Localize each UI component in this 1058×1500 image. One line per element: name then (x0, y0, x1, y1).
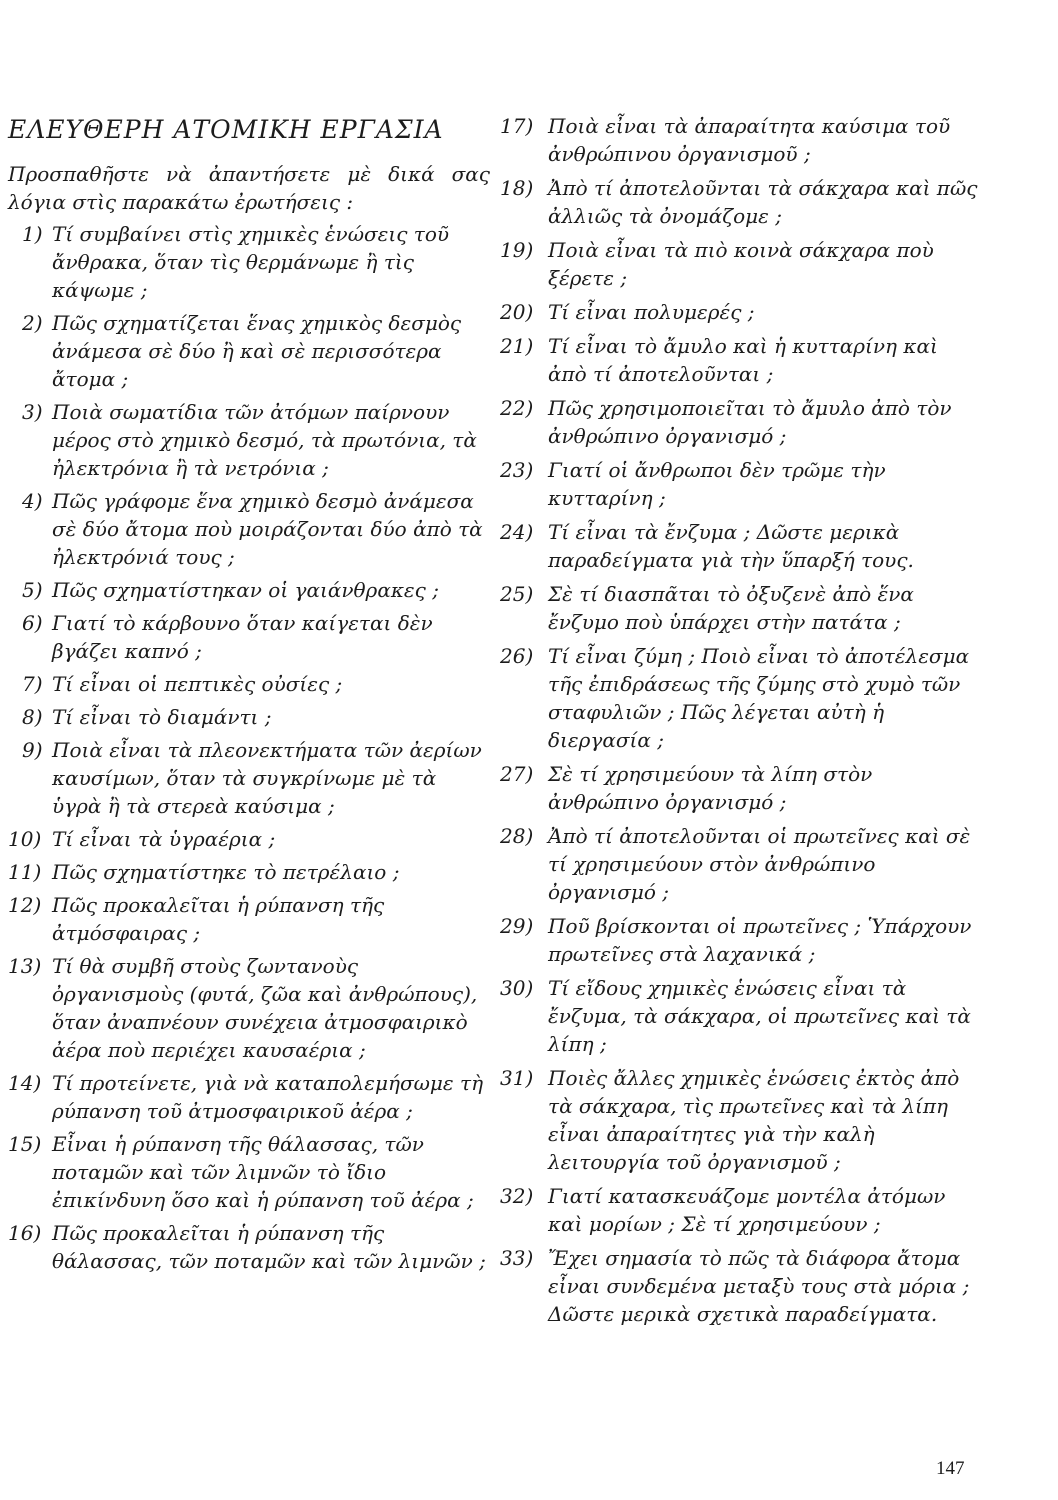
question-text: Γιατί τὸ κάρβουνο ὅταν καίγεται δὲν βγάζει καπνό ; (52, 611, 433, 663)
question-text: Τί εἶναι τὰ ὑγραέρια ; (52, 827, 276, 851)
question-text: Ἀπὸ τί ἀποτελοῦνται τὰ σάκχαρα καὶ πῶς ἀλλιῶς τὰ ὀνομάζομε ; (548, 176, 978, 228)
question-item (500, 1064, 978, 1176)
question-item (8, 858, 490, 886)
page-number: 147 (936, 1458, 965, 1479)
question-text: Τί εἶναι τὸ διαμάντι ; (52, 705, 272, 729)
question-item (8, 220, 490, 304)
question-text: Πῶς προκαλεῖται ἡ ρύπανση τῆς θάλασσας, τῶν ποταμῶν καὶ τῶν λιμνῶν ; (52, 1221, 486, 1273)
question-text: Τί εἶναι τὰ ἔνζυμα ; Δῶστε μερικὰ παραδείγματα γιὰ τὴν ὕπαρξή τους. (548, 520, 914, 572)
question-number: 12) (8, 893, 42, 917)
question-number: 1) (22, 222, 43, 246)
right-column (500, 112, 978, 1334)
question-text: Ἔχει σημασία τὸ πῶς τὰ διάφορα ἄτομα εἶναι συνδεμένα μεταξὺ τους στὰ μόρια ; Δῶστε μερικὰ σχετικὰ παραδείγματα. (548, 1246, 970, 1326)
question-number: 17) (500, 114, 534, 138)
question-number: 30) (500, 976, 534, 1000)
question-item (8, 670, 490, 698)
question-item (500, 912, 978, 968)
question-text: Ποῦ βρίσκονται οἱ πρωτεῖνες ; Ὑπάρχουν πρωτεῖνες στὰ λαχανικά ; (548, 914, 972, 966)
question-item (8, 825, 490, 853)
question-text: Πῶς σχηματίζεται ἕνας χημικὸς δεσμὸς ἀνάμεσα σὲ δύο ἢ καὶ σὲ περισσότερα ἄτομα ; (52, 311, 462, 391)
question-text: Εἶναι ἡ ρύπανση τῆς θάλασσας, τῶν ποταμῶν καὶ τῶν λιμνῶν τὸ ἴδιο ἐπικίνδυνη ὅσο καὶ ἡ ρύπανση τοῦ ἀέρα ; (52, 1132, 474, 1212)
question-item (8, 703, 490, 731)
question-number: 4) (22, 489, 43, 513)
question-text: Γιατί οἱ ἄνθρωποι δὲν τρῶμε τὴν κυτταρίνη ; (548, 458, 886, 510)
question-text: Ποιὰ εἶναι τὰ ἀπαραίτητα καύσιμα τοῦ ἀνθρώπινου ὀργανισμοῦ ; (548, 114, 951, 166)
question-text: Ἀπὸ τί ἀποτελοῦνται οἱ πρωτεῖνες καὶ σὲ τί χρησιμεύουν στὸν ἀνθρώπινο ὀργανισμό ; (548, 824, 971, 904)
question-number: 6) (22, 611, 43, 635)
question-item (500, 456, 978, 512)
question-text: Τί εἴδους χημικὲς ἑνώσεις εἶναι τὰ ἔνζυμα, τὰ σάκχαρα, οἱ πρωτεῖνες καὶ τὰ λίπη ; (548, 976, 971, 1056)
question-item (8, 487, 490, 571)
question-text: Ποιὰ εἶναι τὰ πιὸ κοινὰ σάκχαρα ποὺ ξέρετε ; (548, 238, 934, 290)
question-text: Πῶς προκαλεῖται ἡ ρύπανση τῆς ἀτμόσφαιρας ; (52, 893, 385, 945)
left-column (8, 112, 490, 1280)
question-number: 5) (22, 578, 43, 602)
question-number: 8) (22, 705, 43, 729)
question-number: 15) (8, 1132, 42, 1156)
question-number: 10) (8, 827, 42, 851)
question-number: 26) (500, 644, 534, 668)
question-text: Ποιὰ εἶναι τὰ πλεονεκτήματα τῶν ἀερίων καυσίμων, ὅταν τὰ συγκρίνωμε μὲ τὰ ὑγρὰ ἢ τὰ στερεὰ καύσιμα ; (52, 738, 482, 818)
question-item (8, 398, 490, 482)
question-item (8, 1219, 490, 1275)
question-item (500, 332, 978, 388)
question-text: Πῶς γράφομε ἕνα χημικὸ δεσμὸ ἀνάμεσα σὲ δύο ἄτομα ποὺ μοιράζονται δύο ἀπὸ τὰ ἠλεκτρόνιά τους ; (52, 489, 483, 569)
question-text: Ποιὲς ἄλλες χημικὲς ἑνώσεις ἐκτὸς ἀπὸ τὰ σάκχαρα, τὶς πρωτεῖνες καὶ τὰ λίπη εἶναι ἀπαραίτητες γιὰ τὴν καλὴ λειτουργία τοῦ ὀργανισμοῦ ; (548, 1066, 960, 1174)
intro-text: Προσπαθῆστε νὰ ἀπαντήσετε μὲ δικά σας λόγια στὶς παρακάτω ἐρωτήσεις : (8, 162, 490, 214)
question-number: 16) (8, 1221, 42, 1245)
page-title: ΕΛΕΥΘΕΡΗ ΑΤΟΜΙΚΗ ΕΡΓΑΣΙΑ (8, 115, 444, 144)
question-number: 29) (500, 914, 534, 938)
question-text: Σὲ τί χρησιμεύουν τὰ λίπη στὸν ἀνθρώπινο ὀργανισμό ; (548, 762, 873, 814)
question-number: 24) (500, 520, 534, 544)
question-item (500, 394, 978, 450)
question-list-left (8, 220, 490, 1275)
question-item (500, 112, 978, 168)
question-text: Γιατί κατασκευάζομε μοντέλα ἀτόμων καὶ μορίων ; Σὲ τί χρησιμεύουν ; (548, 1184, 946, 1236)
question-number: 9) (22, 738, 43, 762)
question-text: Τί προτείνετε, γιὰ νὰ καταπολεμήσωμε τὴ ρύπανση τοῦ ἀτμοσφαιρικοῦ ἀέρα ; (52, 1071, 484, 1123)
question-item (500, 236, 978, 292)
question-item (500, 298, 978, 326)
question-number: 27) (500, 762, 534, 786)
question-text: Πῶς σχηματίστηκαν οἱ γαιάνθρακες ; (52, 578, 439, 602)
question-item (8, 609, 490, 665)
question-number: 11) (8, 860, 42, 884)
question-number: 19) (500, 238, 534, 262)
question-item (8, 891, 490, 947)
question-item (500, 1182, 978, 1238)
question-number: 33) (500, 1246, 534, 1270)
question-number: 2) (22, 311, 43, 335)
question-number: 28) (500, 824, 534, 848)
question-text: Τί θὰ συμβῆ στοὺς ζωντανοὺς ὀργανισμοὺς (φυτά, ζῶα καὶ ἀνθρώπους), ὅταν ἀναπνέουν συνέχεια ἀτμοσφαιρικὸ ἀέρα ποὺ περιέχει καυσαέρια ; (52, 954, 478, 1062)
question-item (500, 822, 978, 906)
question-text: Πῶς χρησιμοποιεῖται τὸ ἄμυλο ἀπὸ τὸν ἀνθρώπινο ὀργανισμό ; (548, 396, 952, 448)
question-text: Τί εἶναι τὸ ἄμυλο καὶ ἡ κυτταρίνη καὶ ἀπὸ τί ἀποτελοῦνται ; (548, 334, 938, 386)
question-item (8, 576, 490, 604)
question-text: Τί εἶναι πολυμερές ; (548, 300, 755, 324)
question-text: Τί εἶναι οἱ πεπτικὲς οὐσίες ; (52, 672, 343, 696)
question-item (8, 1130, 490, 1214)
question-number: 22) (500, 396, 534, 420)
question-number: 13) (8, 954, 42, 978)
question-text: Σὲ τί διασπᾶται τὸ ὀξυζενὲ ἀπὸ ἕνα ἔνζυμο ποὺ ὑπάρχει στὴν πατάτα ; (548, 582, 914, 634)
question-item (500, 974, 978, 1058)
question-item (500, 1244, 978, 1328)
question-item (8, 952, 490, 1064)
question-item (8, 736, 490, 820)
question-text: Τί εἶναι ζύμη ; Ποιὸ εἶναι τὸ ἀποτέλεσμα τῆς ἐπιδράσεως τῆς ζύμης στὸ χυμὸ τῶν σταφυλιῶν ; Πῶς λέγεται αὐτὴ ἡ διεργασία ; (548, 644, 970, 752)
question-item (500, 760, 978, 816)
question-number: 7) (22, 672, 43, 696)
question-item (500, 642, 978, 754)
question-text: Πῶς σχηματίστηκε τὸ πετρέλαιο ; (52, 860, 400, 884)
question-number: 32) (500, 1184, 534, 1208)
question-item (500, 580, 978, 636)
question-item (500, 518, 978, 574)
question-text: Ποιὰ σωματίδια τῶν ἀτόμων παίρνουν μέρος στὸ χημικὸ δεσμό, τὰ πρωτόνια, τὰ ἠλεκτρόνια ἢ τὰ νετρόνια ; (52, 400, 477, 480)
question-number: 3) (22, 400, 43, 424)
question-item (500, 174, 978, 230)
question-text: Τί συμβαίνει στὶς χημικὲς ἑνώσεις τοῦ ἄνθρακα, ὅταν τὶς θερμάνωμε ἢ τὶς κάψωμε ; (52, 222, 450, 302)
question-number: 25) (500, 582, 534, 606)
question-number: 21) (500, 334, 534, 358)
question-item (8, 309, 490, 393)
question-number: 18) (500, 176, 534, 200)
question-list-right (500, 112, 978, 1328)
question-item (8, 1069, 490, 1125)
question-number: 20) (500, 300, 534, 324)
question-number: 14) (8, 1071, 42, 1095)
question-number: 31) (500, 1066, 534, 1090)
question-number: 23) (500, 458, 534, 482)
